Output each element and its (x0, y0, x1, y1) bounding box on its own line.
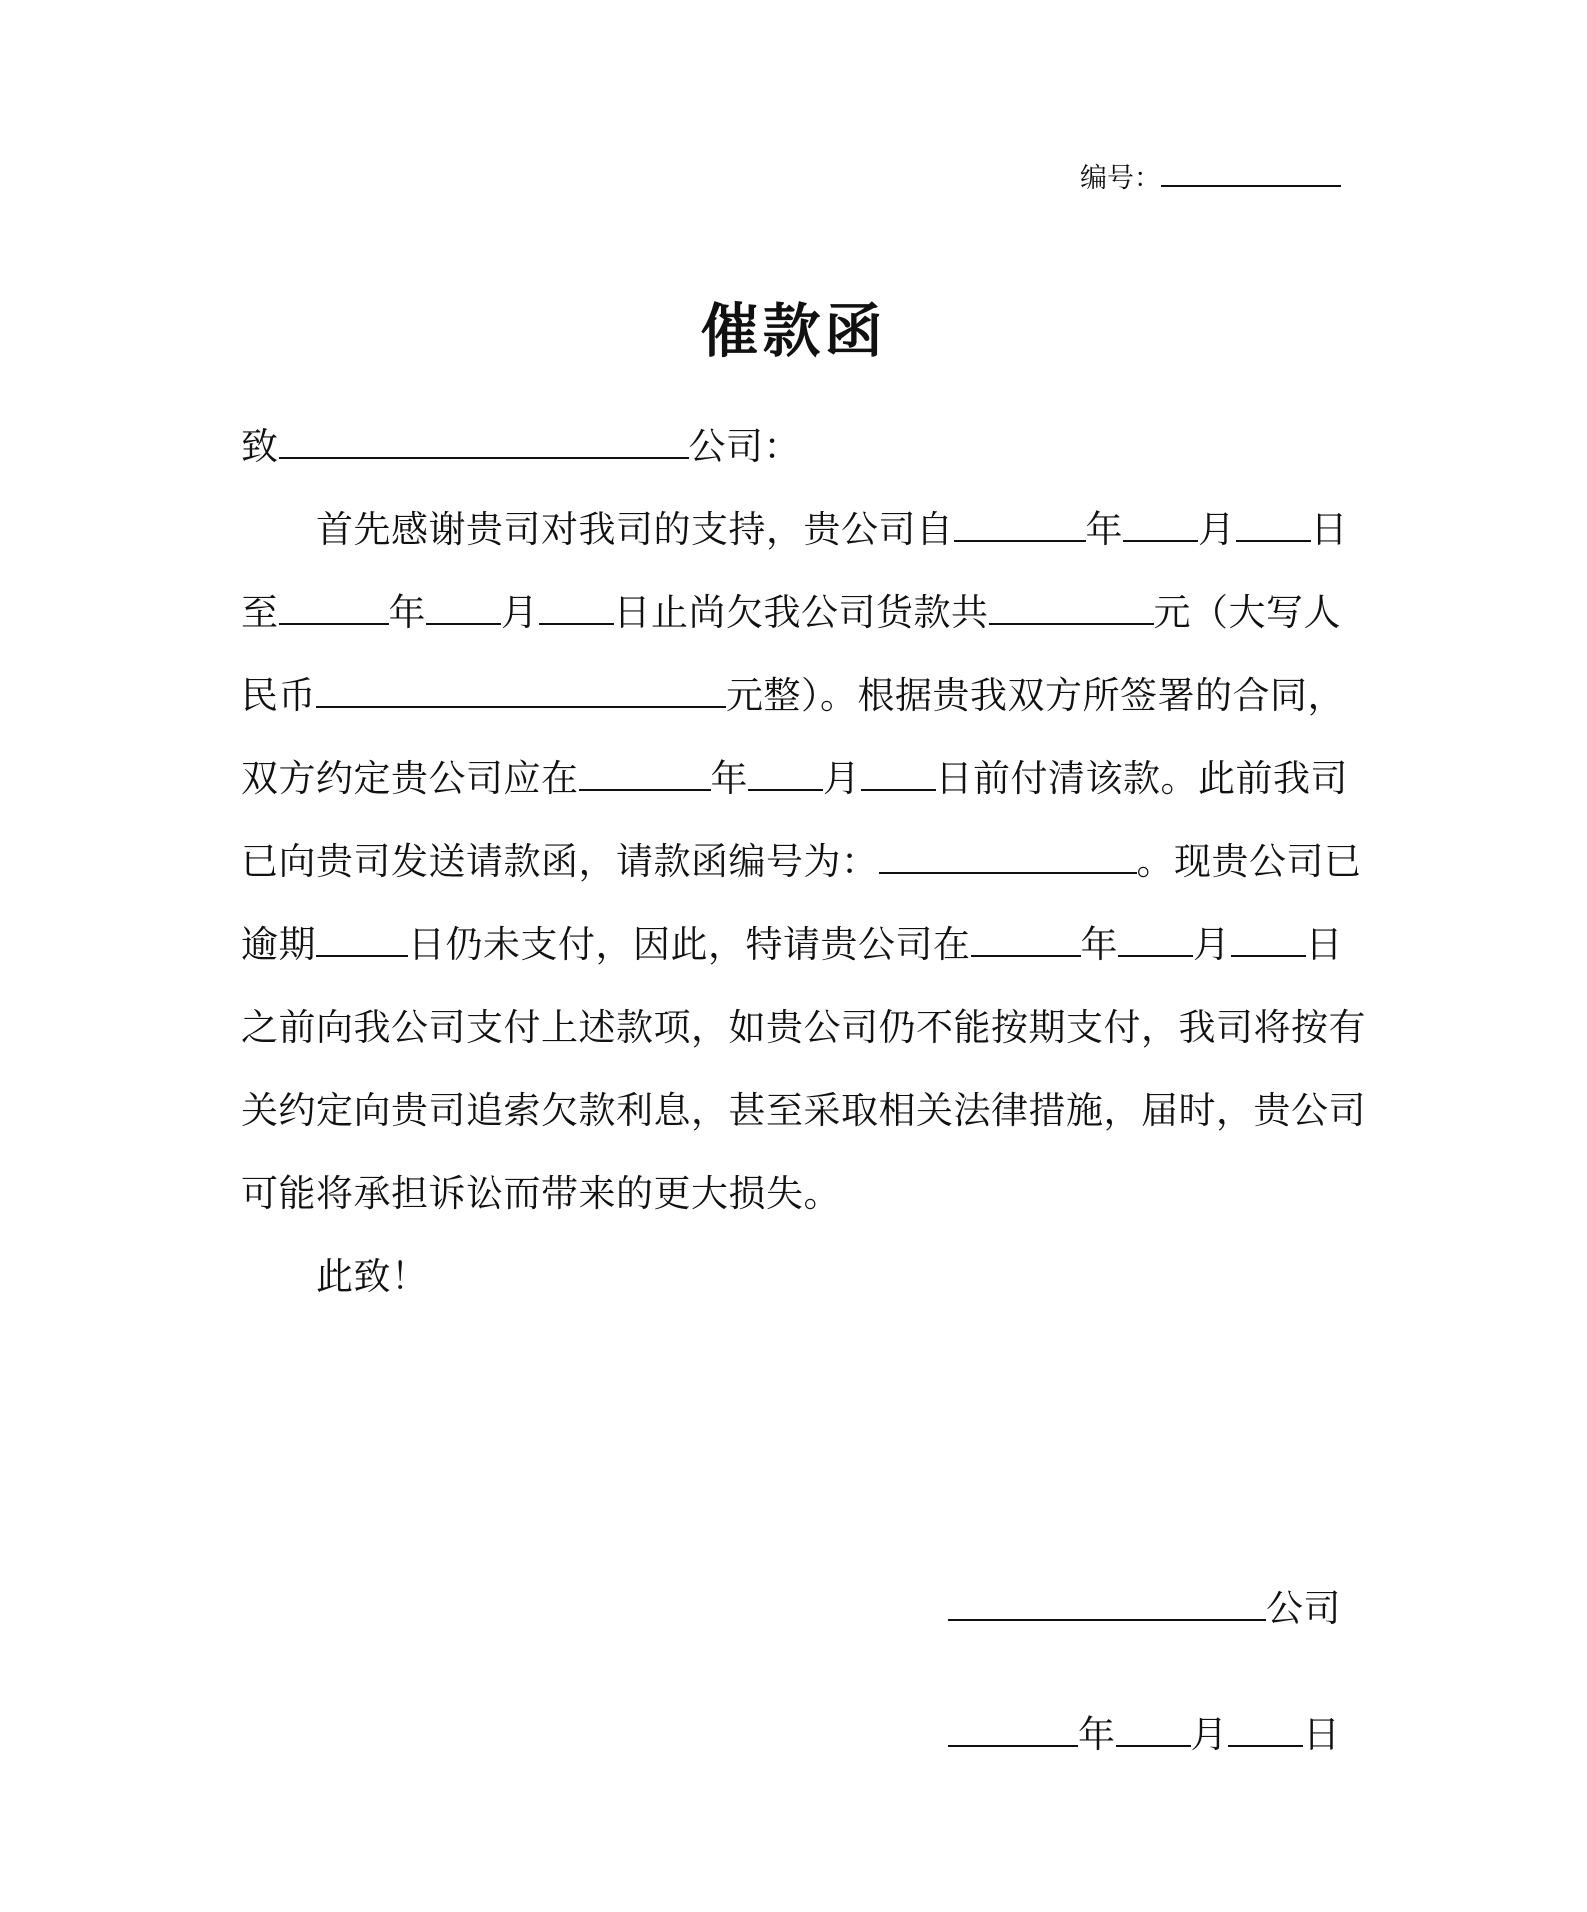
body-line-3 (241, 674, 1345, 717)
text-segment: 。现贵公司已 (1136, 840, 1362, 883)
serial-blank[interactable] (1161, 184, 1341, 187)
end-day-blank[interactable] (539, 622, 614, 625)
request-letter-number-blank[interactable] (879, 871, 1137, 874)
signature-company-blank[interactable] (948, 1618, 1266, 1621)
text-segment: 关约定向贵司追索欠款利息，甚至采取相关法律措施，届时，贵公司 (241, 1089, 1366, 1132)
overdue-days-blank[interactable] (316, 954, 408, 957)
body-line-6 (241, 923, 1343, 966)
due-month-blank[interactable] (748, 788, 823, 791)
day-label: 日 (1303, 1713, 1341, 1756)
text-segment: 年 (1080, 923, 1118, 966)
text-segment: 双方约定贵公司应在 (241, 757, 579, 800)
signature-company (948, 1587, 1341, 1630)
serial-number (1080, 156, 1341, 195)
pay-day-blank[interactable] (1231, 954, 1306, 957)
text-segment: 日前付清该款。此前我司 (935, 757, 1348, 800)
salutation (241, 425, 801, 468)
recipient-company-blank[interactable] (279, 456, 689, 459)
start-month-blank[interactable] (1123, 539, 1198, 542)
text-segment: 首先感谢贵司对我司的支持，贵公司自 (316, 508, 954, 551)
page-title: 催款函 (700, 297, 887, 365)
year-label: 年 (1078, 1713, 1116, 1756)
text-segment: 月 (1193, 923, 1231, 966)
pay-year-blank[interactable] (971, 954, 1081, 957)
text-segment: 日 (1305, 923, 1343, 966)
body-line-4 (241, 757, 1348, 800)
text-segment: 月 (501, 591, 539, 634)
salutation-suffix: 公司： (688, 425, 801, 468)
text-segment: 年 (710, 757, 748, 800)
sign-month-blank[interactable] (1116, 1744, 1191, 1747)
end-month-blank[interactable] (426, 622, 501, 625)
closing: 此致！ (316, 1255, 429, 1298)
start-year-blank[interactable] (954, 539, 1086, 542)
body-line-1 (316, 508, 1348, 551)
amount-blank[interactable] (989, 622, 1154, 625)
text-segment: 年 (388, 591, 426, 634)
text-segment: 月 (823, 757, 861, 800)
text-segment: 已向贵司发送请款函，请款函编号为： (241, 840, 879, 883)
end-year-blank[interactable] (279, 622, 389, 625)
sign-day-blank[interactable] (1228, 1744, 1303, 1747)
body-line-5 (241, 840, 1362, 883)
month-label: 月 (1190, 1713, 1228, 1756)
due-day-blank[interactable] (861, 788, 936, 791)
body-line-2 (241, 591, 1341, 634)
due-year-blank[interactable] (579, 788, 711, 791)
pay-month-blank[interactable] (1118, 954, 1193, 957)
company-suffix: 公司 (1266, 1587, 1341, 1630)
text-segment: 年 (1085, 508, 1123, 551)
text-segment: 至 (241, 591, 279, 634)
text-segment: 元（大写人 (1153, 591, 1341, 634)
signature-date (948, 1713, 1341, 1756)
text-segment: 元整）。根据贵我双方所签署的合同， (726, 674, 1345, 717)
body-line-7 (241, 1006, 1366, 1049)
amount-in-words-blank[interactable] (316, 705, 726, 708)
text-segment: 可能将承担诉讼而带来的更大损失。 (241, 1172, 841, 1215)
text-segment: 之前向我公司支付上述款项，如贵公司仍不能按期支付，我司将按有 (241, 1006, 1366, 1049)
body-line-9 (241, 1172, 841, 1215)
body-line-8 (241, 1089, 1366, 1132)
text-segment: 逾期 (241, 923, 316, 966)
text-segment: 日仍未支付，因此，特请贵公司在 (408, 923, 971, 966)
sign-year-blank[interactable] (948, 1744, 1078, 1747)
salutation-prefix: 致 (241, 425, 279, 468)
text-segment: 民币 (241, 674, 316, 717)
serial-label: 编号： (1080, 163, 1161, 194)
text-segment: 日 (1310, 508, 1348, 551)
start-day-blank[interactable] (1236, 539, 1311, 542)
text-segment: 月 (1198, 508, 1236, 551)
text-segment: 日止尚欠我公司货款共 (613, 591, 989, 634)
